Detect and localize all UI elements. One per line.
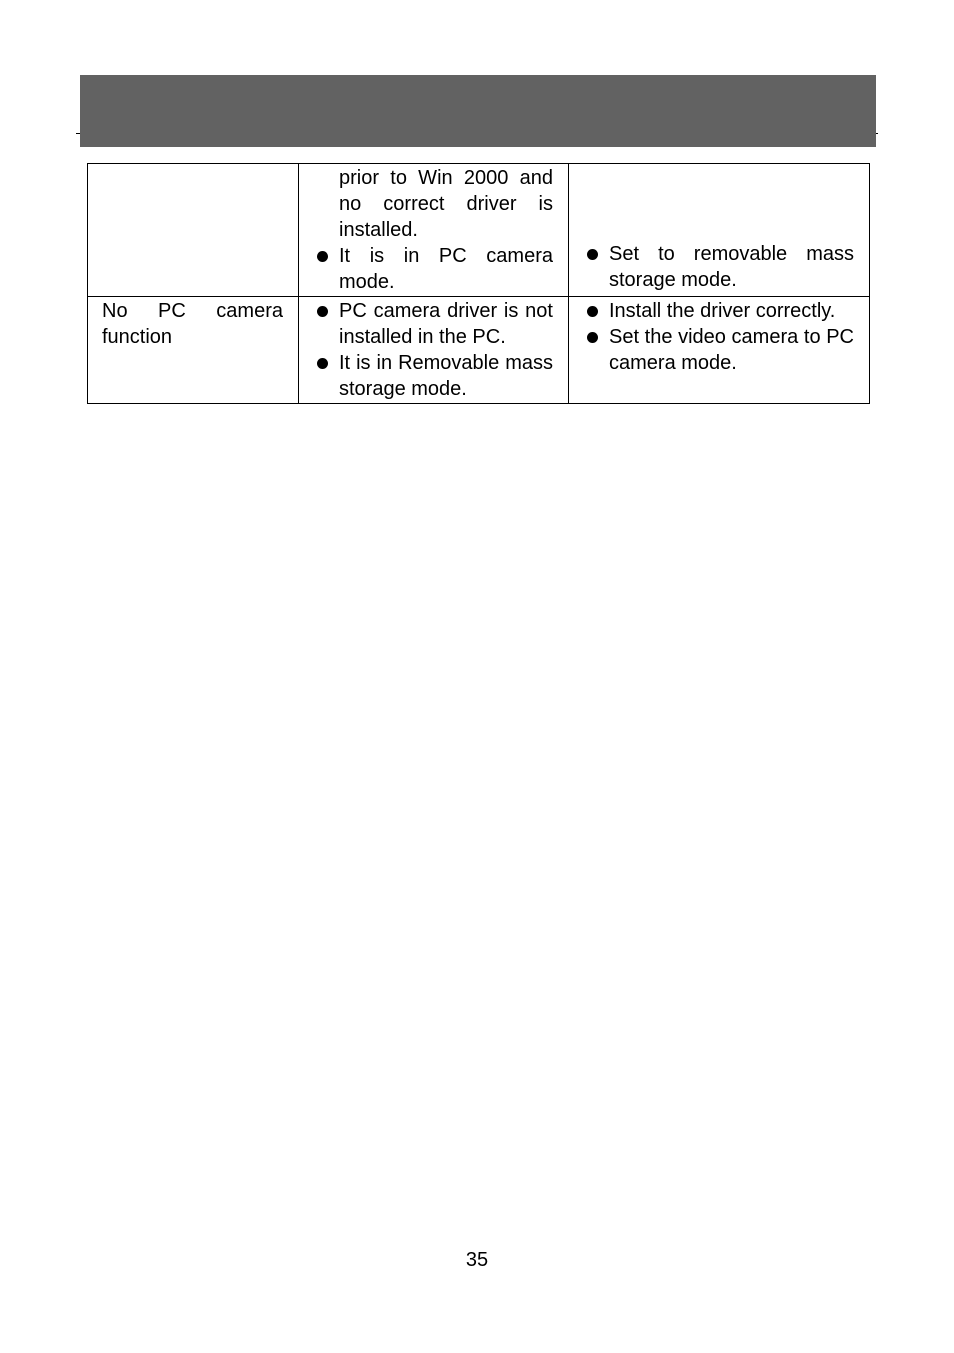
- problem-cell: [88, 297, 299, 404]
- cause-item: It is in Removable mass storage mode.: [313, 350, 553, 402]
- troubleshooting-table: [87, 163, 870, 404]
- bullet-icon: [317, 306, 328, 317]
- solution-cell: [569, 164, 870, 297]
- cause-cell: [299, 164, 569, 297]
- page-number: 35: [465, 1249, 489, 1271]
- table-row: [88, 297, 870, 404]
- bullet-icon: [587, 332, 598, 343]
- table-row: [88, 164, 870, 297]
- bullet-icon: [587, 306, 598, 317]
- header-band: [80, 75, 876, 147]
- solution-item: Set the video camera to PC camera mode.: [583, 324, 854, 376]
- problem-text: [102, 164, 283, 166]
- cause-item: PC camera driver is not installed in the PC.: [313, 298, 553, 350]
- bullet-icon: [587, 249, 598, 260]
- solution-item: Install the driver correctly.: [583, 298, 854, 324]
- bullet-icon: [317, 358, 328, 369]
- cause-item: It is in PC camera mode.: [313, 243, 553, 295]
- problem-text: No PC camera function: [102, 300, 283, 348]
- problem-cell: [88, 164, 299, 297]
- solution-item: Set to removable mass storage mode.: [583, 241, 854, 293]
- cause-continuation: prior to Win 2000 and no correct driver is installed.: [339, 167, 553, 241]
- solution-cell: [569, 297, 870, 404]
- cause-cell: [299, 297, 569, 404]
- bullet-icon: [317, 251, 328, 262]
